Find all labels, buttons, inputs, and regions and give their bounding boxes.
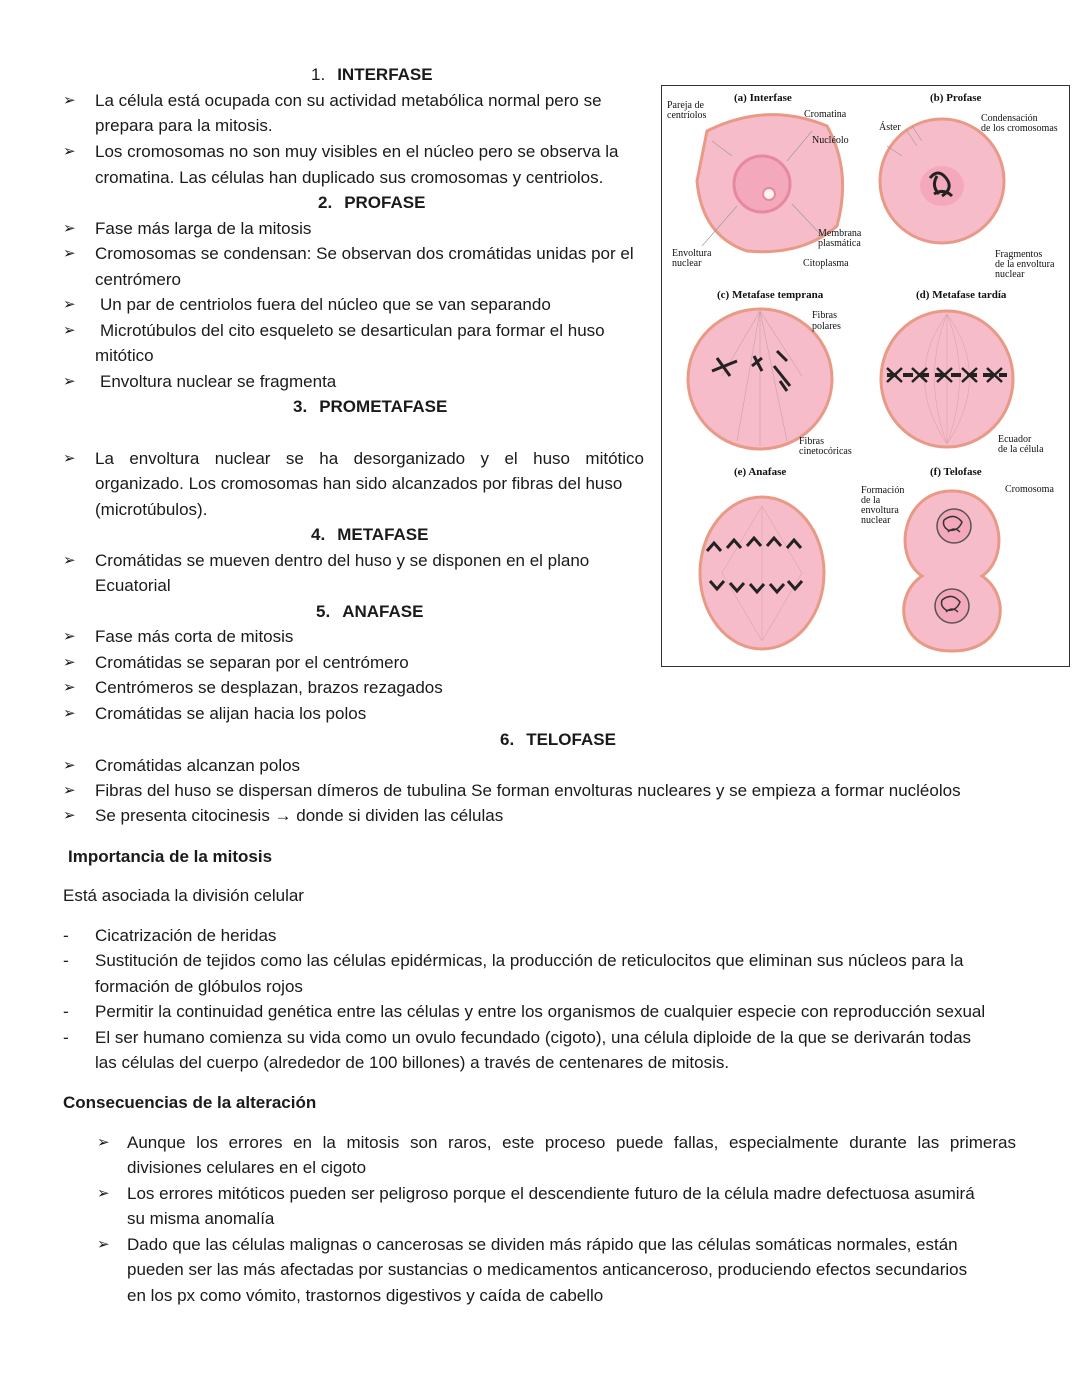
svg-text:(e) Anafase	[734, 466, 786, 478]
panel-f-title: (f) Telofase	[930, 466, 982, 478]
interfase-heading-text: INTERFASE	[337, 65, 433, 84]
profase-cell	[880, 119, 1004, 243]
anafase-b3: Centrómeros se desplazan, brazos rezagados	[95, 678, 443, 697]
anafase-cell	[700, 497, 824, 649]
svg-text:(f) Telofase	[930, 466, 982, 478]
svg-text:cinetocóricas	[799, 446, 852, 457]
consecuencias-c2-l2: su misma anomalía	[127, 1209, 275, 1228]
label-pareja-l2: centríolos	[667, 110, 707, 121]
svg-text:(a) Interfase	[734, 92, 792, 104]
svg-text:plasmática	[818, 238, 861, 249]
label-pareja-l1: Pareja de	[667, 100, 704, 111]
profase-b3: Un par de centriolos fuera del núcleo que se van separando	[100, 295, 551, 314]
profase-heading-text: PROFASE	[344, 193, 426, 212]
svg-text:Fibras	[812, 310, 837, 321]
dash-marker: -	[63, 926, 69, 945]
consecuencias-c3-l2: pueden ser las más afectadas por sustancias o medicamentos anticanceroso, produciendo efectos secundarios	[127, 1260, 968, 1279]
telofase-heading-text: TELOFASE	[526, 730, 616, 749]
svg-text:centríolos	[667, 110, 707, 121]
importancia-i4-l1: El ser humano comienza su vida como un ovulo fecundado (cigoto), una célula diploide de la que se derivarán todas	[95, 1028, 972, 1047]
svg-text:Cromosoma	[1005, 484, 1054, 495]
label-formacion-l2: de la	[861, 495, 881, 506]
dash-marker: -	[63, 1028, 69, 1047]
telofase-heading	[500, 728, 616, 752]
label-formacion-l3: envoltura	[861, 505, 899, 516]
prometafase-heading-text: PROMETAFASE	[319, 397, 448, 416]
mitosis-diagram	[662, 86, 1069, 666]
telofase-b1: Cromátidas alcanzan polos	[95, 756, 301, 775]
telofase-heading-num: 6.	[500, 730, 515, 749]
label-fibras-cin-l1: Fibras	[799, 436, 824, 447]
profase-b4-l1: Microtúbulos del cito esqueleto se desarticulan para formar el huso	[100, 321, 605, 340]
importancia-intro: Está asociada la división celular	[63, 886, 304, 905]
consecuencias-c1-l2: divisiones celulares en el cigoto	[127, 1158, 367, 1177]
metafase-heading-text: METAFASE	[337, 525, 429, 544]
bullet-icon: ➢	[63, 450, 76, 467]
bullet-icon: ➢	[63, 296, 76, 313]
consecuencias-c2-l1: Los errores mitóticos pueden ser peligroso porque el descendiente futuro de la célula madre defectuosa asumirá	[127, 1184, 975, 1203]
label-citoplasma: Citoplasma	[803, 258, 849, 269]
interfase-b2-l2: cromatina. Las células han duplicado sus cromosomas y centriolos.	[95, 168, 604, 187]
panel-d-title: (d) Metafase tardía	[916, 289, 1007, 301]
label-fibras-polares-l1: Fibras	[812, 310, 837, 321]
bullet-icon: ➢	[63, 143, 76, 160]
svg-text:nuclear	[861, 515, 891, 526]
bullet-icon: ➢	[63, 245, 76, 262]
label-membrana-l1: Membrana	[818, 228, 862, 239]
svg-text:(c) Metafase temprana	[717, 289, 824, 301]
svg-text:nuclear	[672, 258, 702, 269]
label-fibras-polares-l2: polares	[812, 321, 841, 332]
importancia-i3: Permitir la continuidad genética entre las células y entre los organismos de cualquier especie con reproducción sexual	[95, 1002, 986, 1021]
label-condensacion-l1: Condensación	[981, 113, 1038, 124]
bullet-icon: ➢	[63, 322, 76, 339]
label-envoltura-l2: nuclear	[672, 258, 702, 269]
bullet-icon: ➢	[63, 782, 76, 799]
label-fibras-cin-l2: cinetocóricas	[799, 446, 852, 457]
metafase-b1-l1: Cromátidas se mueven dentro del huso y se disponen en el plano	[95, 551, 590, 570]
mitosis-figure	[661, 85, 1070, 667]
importancia-i2-l1: Sustitución de tejidos como las células epidérmicas, la producción de reticulocitos que eliminan sus núcleos para la	[95, 951, 964, 970]
panel-c-title: (c) Metafase temprana	[717, 289, 824, 301]
consecuencias-c3-l3: en los px como vómito, trastornos digestivos y caída de cabello	[127, 1286, 604, 1305]
svg-text:Nucléolo	[812, 135, 849, 146]
profase-b2-l2: centrómero	[95, 270, 181, 289]
panel-b-title: (b) Profase	[930, 92, 982, 104]
interfase-heading-num: 1.	[311, 65, 326, 84]
anafase-heading	[316, 600, 423, 624]
svg-text:Áster	[879, 121, 901, 133]
interfase-b2-l1: Los cromosomas no son muy visibles en el núcleo pero se observa la	[95, 142, 619, 161]
importancia-i4-l2: las células del cuerpo (alrededor de 100 billones) a través de centenares de mitosis.	[95, 1053, 730, 1072]
profase-b4-l2: mitótico	[95, 346, 154, 365]
svg-text:nuclear	[995, 269, 1025, 280]
metafase-b1-l2: Ecuatorial	[95, 576, 171, 595]
consecuencias-c3-l1: Dado que las células malignas o cancerosas se dividen más rápido que las células somáticas normales, están	[127, 1235, 958, 1254]
svg-text:Cromatina	[804, 109, 847, 120]
anafase-b1: Fase más corta de mitosis	[95, 627, 294, 646]
label-fragmentos-l2: de la envoltura	[995, 259, 1055, 270]
importancia-heading: Importancia de la mitosis	[68, 847, 273, 866]
svg-text:de la célula	[998, 444, 1044, 455]
panel-e-title: (e) Anafase	[734, 466, 787, 478]
telofase-cell	[904, 491, 1000, 651]
label-aster: Áster	[879, 122, 901, 133]
metafase-temprana-cell	[688, 309, 832, 449]
bullet-icon: ➢	[63, 705, 76, 722]
dash-marker: -	[63, 951, 69, 970]
dash-marker: -	[63, 1002, 69, 1021]
svg-text:de los cromosomas	[981, 123, 1058, 134]
label-nucleolo: Nucléolo	[812, 135, 849, 146]
label-formacion-l1: Formación	[861, 485, 905, 496]
prometafase-b1-l3: (microtúbulos).	[95, 500, 208, 519]
label-envoltura-l1: Envoltura	[672, 248, 712, 259]
anafase-heading-text: ANAFASE	[342, 602, 424, 621]
interfase-heading	[311, 63, 433, 87]
bullet-icon: ➢	[63, 654, 76, 671]
importancia-i1: Cicatrización de heridas	[95, 926, 277, 945]
svg-text:(d) Metafase tardía	[916, 289, 1007, 301]
label-membrana-l2: plasmática	[818, 238, 861, 249]
label-cromosoma: Cromosoma	[1005, 484, 1054, 495]
bullet-icon: ➢	[63, 552, 76, 569]
profase-b5: Envoltura nuclear se fragmenta	[100, 372, 337, 391]
interfase-b1-l1: La célula está ocupada con su actividad metabólica normal pero se	[95, 91, 602, 110]
anafase-b2: Cromátidas se separan por el centrómero	[95, 653, 409, 672]
bullet-icon: ➢	[97, 1185, 110, 1202]
metafase-heading	[311, 523, 429, 547]
metafase-heading-num: 4.	[311, 525, 326, 544]
bullet-icon: ➢	[63, 92, 76, 109]
label-fragmentos-l3: nuclear	[995, 269, 1025, 280]
bullet-icon: ➢	[63, 628, 76, 645]
label-ecuador-l2: de la célula	[998, 444, 1044, 455]
label-cromatina: Cromatina	[804, 109, 847, 120]
label-ecuador-l1: Ecuador	[998, 434, 1032, 445]
bullet-icon: ➢	[63, 679, 76, 696]
svg-text:Citoplasma	[803, 258, 849, 269]
importancia-i2-l2: formación de glóbulos rojos	[95, 977, 303, 996]
prometafase-b1-l1: La envoltura nuclear se ha desorganizado y el huso mitótico	[95, 449, 644, 468]
interfase-b1-l2: prepara para la mitosis.	[95, 116, 273, 135]
svg-text:(b) Profase	[930, 92, 982, 104]
telofase-b2: Fibras del huso se dispersan dímeros de tubulina Se forman envolturas nucleares y se empieza a formar nucléolos	[95, 781, 961, 800]
anafase-heading-num: 5.	[316, 602, 331, 621]
bullet-icon: ➢	[63, 757, 76, 774]
consecuencias-heading: Consecuencias de la alteración	[63, 1093, 317, 1112]
bullet-icon: ➢	[97, 1236, 110, 1253]
profase-b1: Fase más larga de la mitosis	[95, 219, 312, 238]
svg-text:polares	[812, 321, 841, 332]
prometafase-b1-l2: organizado. Los cromosomas han sido alcanzados por fibras del huso	[95, 474, 623, 493]
telofase-b3: Se presenta citocinesis → donde si dividen las células	[95, 806, 504, 825]
anafase-b4: Cromátidas se alijan hacia los polos	[95, 704, 367, 723]
metafase-tardia-cell	[881, 311, 1013, 447]
profase-heading-num: 2.	[318, 193, 333, 212]
label-fragmentos-l1: Fragmentos	[995, 249, 1043, 260]
profase-b2-l1: Cromosomas se condensan: Se observan dos cromátidas unidas por el	[95, 244, 634, 263]
label-formacion-l4: nuclear	[861, 515, 891, 526]
bullet-icon: ➢	[63, 220, 76, 237]
label-condensacion-l2: de los cromosomas	[981, 123, 1058, 134]
panel-a-title: (a) Interfase	[734, 92, 792, 104]
profase-heading	[318, 191, 425, 215]
prometafase-heading-num: 3.	[293, 397, 308, 416]
prometafase-heading	[293, 395, 447, 419]
bullet-icon: ➢	[97, 1134, 110, 1151]
consecuencias-c1-l1: Aunque los errores en la mitosis son raros, este proceso puede fallas, especialmente durante las primeras	[127, 1133, 1016, 1152]
bullet-icon: ➢	[63, 373, 76, 390]
bullet-icon: ➢	[63, 807, 76, 824]
